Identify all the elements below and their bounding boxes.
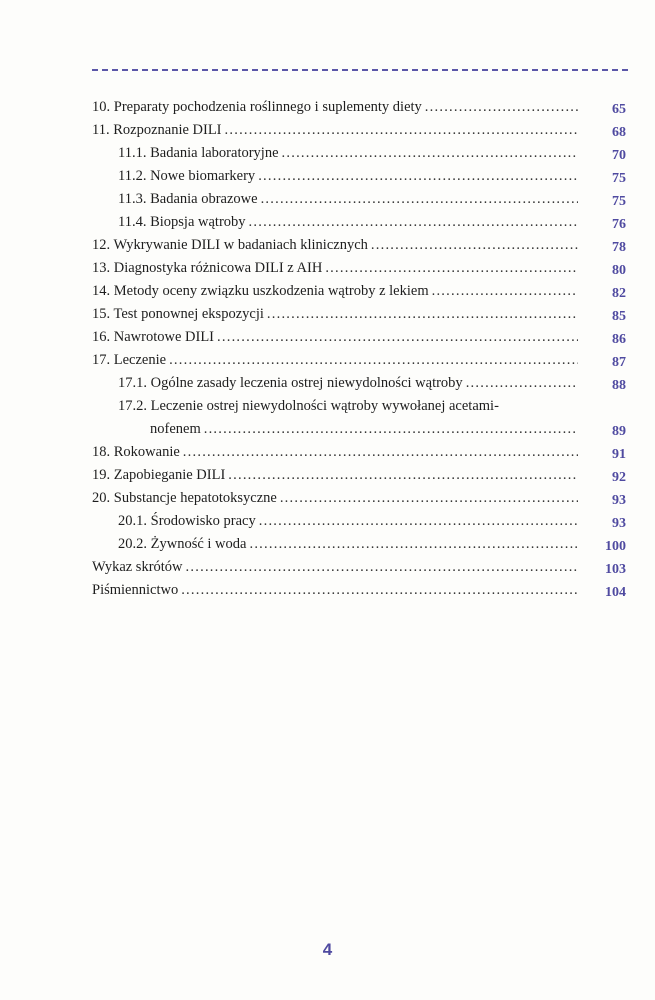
toc-entry-title-continued: nofenem: [150, 421, 201, 437]
toc-entry-20-2[interactable]: [92, 533, 630, 556]
toc-entry-19[interactable]: [92, 464, 630, 487]
toc-entry-page: 75: [612, 194, 626, 209]
toc-entry-17-1[interactable]: [92, 372, 630, 395]
toc-entry-11-1[interactable]: [92, 142, 630, 165]
page-number: 4: [322, 940, 333, 959]
toc-entry-title: 11.1. Badania laboratoryjne: [118, 145, 279, 161]
toc-entry-title: 11.2. Nowe biomarkery: [118, 168, 256, 184]
toc-entry-title: 15. Test ponownej ekspozycji: [92, 306, 264, 322]
toc-entry-title: 18. Rokowanie: [92, 444, 180, 460]
leader-dots: [282, 142, 578, 165]
toc-entry-title: 10. Preparaty pochodzenia roślinnego i suplementy diety: [92, 99, 422, 115]
toc-entry-11-3[interactable]: [92, 188, 630, 211]
leader-dots: [225, 119, 578, 142]
toc-entry-title: 17.2. Leczenie ostrej niewydolności wątroby wywołanej acetami-: [118, 398, 499, 414]
toc-entry-page: 86: [612, 332, 626, 347]
toc-entry-13[interactable]: [92, 257, 630, 280]
leader-dots: [466, 372, 578, 395]
leader-dots: [425, 96, 578, 119]
toc-entry-page: 70: [612, 148, 626, 163]
leader-dots: [183, 441, 578, 464]
toc-entry-title: 14. Metody oceny związku uszkodzenia wątroby z lekiem: [92, 283, 429, 299]
toc-entry-17-2-continued[interactable]: [92, 418, 630, 441]
toc-entry-20[interactable]: [92, 487, 630, 510]
toc-entry-10[interactable]: [92, 96, 630, 119]
leader-dots: [204, 418, 578, 441]
top-dashed-rule: [92, 69, 628, 71]
toc-entry-title: 20.2. Żywność i woda: [118, 536, 247, 552]
toc-entry-11[interactable]: [92, 119, 630, 142]
toc-entry-title: 17.1. Ogólne zasady leczenia ostrej niewydolności wątroby: [118, 375, 463, 391]
toc-entry-page: 92: [612, 470, 626, 485]
toc-entry-title: 11.4. Biopsja wątroby: [118, 214, 246, 230]
leader-dots: [186, 556, 578, 579]
toc-entry-page: 103: [605, 562, 626, 577]
leader-dots: [259, 510, 578, 533]
toc-entry-14[interactable]: [92, 280, 630, 303]
leader-dots: [258, 165, 578, 188]
toc-entry-abbreviations[interactable]: [92, 556, 630, 579]
toc-entry-18[interactable]: [92, 441, 630, 464]
toc-entry-page: 80: [612, 263, 626, 278]
leader-dots: [181, 579, 578, 602]
leader-dots: [267, 303, 578, 326]
toc-entry-20-1[interactable]: [92, 510, 630, 533]
toc-entry-title: 16. Nawrotowe DILI: [92, 329, 215, 345]
leader-dots: [280, 487, 578, 510]
toc-entry-page: 88: [612, 378, 626, 393]
toc-entry-title: 12. Wykrywanie DILI w badaniach klinicznych: [92, 237, 368, 253]
leader-dots: [228, 464, 578, 487]
leader-dots: [217, 326, 578, 349]
toc-entry-11-4[interactable]: [92, 211, 630, 234]
toc-entry-11-2[interactable]: [92, 165, 630, 188]
toc-entry-title: 17. Leczenie: [92, 352, 167, 368]
toc-entry-page: 85: [612, 309, 626, 324]
toc-entry-16[interactable]: [92, 326, 630, 349]
toc-entry-page: 93: [612, 493, 626, 508]
toc-entry-page: 68: [612, 125, 626, 140]
toc-entry-title: 11.3. Badania obrazowe: [118, 191, 258, 207]
toc-entry-page: 65: [612, 102, 626, 117]
toc-entry-title: Wykaz skrótów: [92, 559, 183, 575]
toc-entry-page: 76: [612, 217, 626, 232]
leader-dots: [249, 533, 578, 556]
toc-entry-page: 100: [605, 539, 626, 554]
toc-entry-title: 20.1. Środowisko pracy: [118, 513, 256, 529]
toc-entry-12[interactable]: [92, 234, 630, 257]
leader-dots: [249, 211, 578, 234]
toc-entry-page: 75: [612, 171, 626, 186]
leader-dots: [371, 234, 578, 257]
toc-entry-page: 89: [612, 424, 626, 439]
table-of-contents: [92, 96, 630, 602]
toc-entry-page: 93: [612, 516, 626, 531]
toc-entry-page: 87: [612, 355, 626, 370]
toc-entry-title: 19. Zapobieganie DILI: [92, 467, 226, 483]
leader-dots: [432, 280, 578, 303]
toc-entry-page: 78: [612, 240, 626, 255]
toc-entry-17[interactable]: [92, 349, 630, 372]
toc-entry-title: 11. Rozpoznanie DILI: [92, 122, 222, 138]
toc-entry-page: 82: [612, 286, 626, 301]
toc-entry-page: 91: [612, 447, 626, 462]
leader-dots: [169, 349, 578, 372]
toc-entry-title: 20. Substancje hepatotoksyczne: [92, 490, 277, 506]
toc-entry-page: 104: [605, 585, 626, 600]
toc-entry-bibliography[interactable]: [92, 579, 630, 602]
toc-entry-title: Piśmiennictwo: [92, 582, 179, 598]
toc-entry-17-2[interactable]: [92, 395, 630, 418]
toc-entry-15[interactable]: [92, 303, 630, 326]
leader-dots: [261, 188, 578, 211]
toc-entry-title: 13. Diagnostyka różnicowa DILI z AIH: [92, 260, 323, 276]
leader-dots: [325, 257, 578, 280]
